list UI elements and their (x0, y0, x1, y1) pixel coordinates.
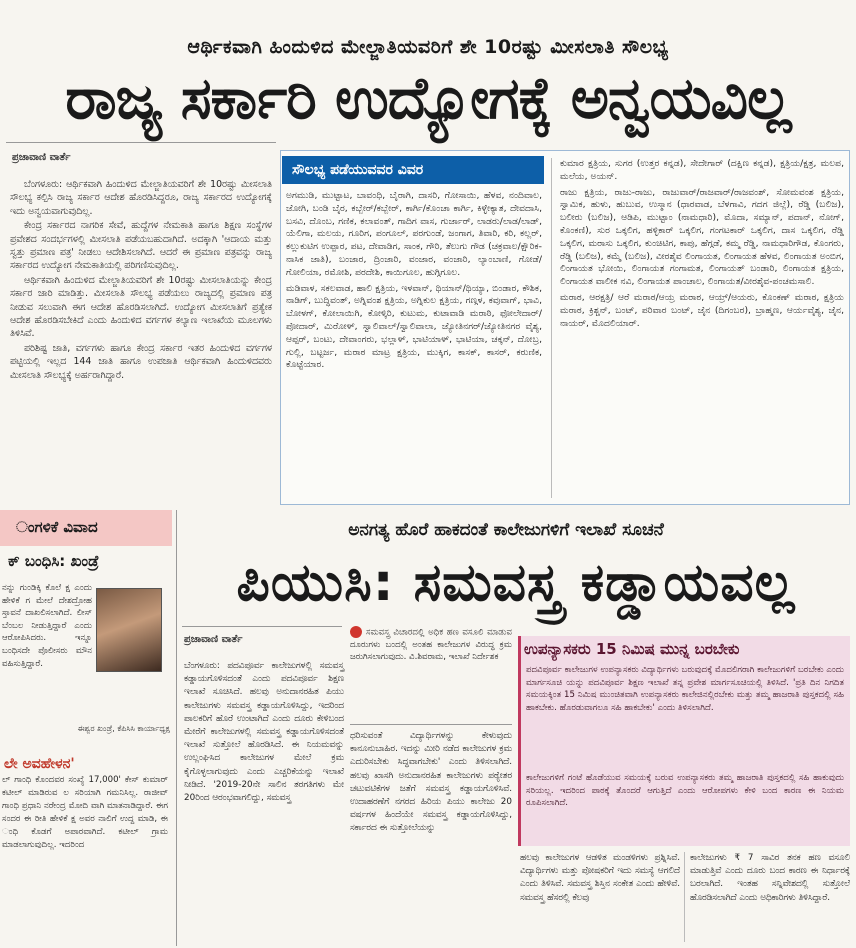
beneficiaries-col1 (286, 190, 542, 375)
note-text: ಸಮವಸ್ತ್ರ ವಿಚಾರದಲ್ಲಿ ಅಧಿಕ ಹಣ ವಸೂಲಿ ಮಾಡುವ ದೂರುಗಳು ಬಂದಲ್ಲಿ ಅಂತಹ ಕಾಲೇಜುಗಳ ವಿರುದ್ಧ ಕ್ರಮ ಜರುಗಿಸಲಾಗುವುದು. ವಿ.ಶಿವರಾಮ, ಇಲಾಖೆ ನಿರ್ದೇಶಕ (350, 627, 512, 663)
article2-col1: ಬೆಂಗಳೂರು: ಪದವಿಪೂರ್ವ ಕಾಲೇಜುಗಳಲ್ಲಿ ಸಮವಸ್ತ್ರ ಕಡ್ಡಾಯಗೊಳಿಸದಂತೆ ಎಂದು ಪದವಿಪೂರ್ವ ಶಿಕ್ಷಣ ಇಲಾಖೆ ಸೂಚಿಸಿದೆ. ಹಲವು ಅನುದಾನರಹಿತ ಪಿಯು ಕಾಲೇಜುಗಳು ಸಮವಸ್ತ್ರ ಕಡ್ಡಾಯಗೊಳಿಸಿದ್ದು, ಇದರಿಂದ ಪಾಲಕರಿಗೆ ಹೊರೆ ಉಂಟಾಗಿದೆ ಎಂದು ದೂರು ಕೇಳಿಬಂದ ಮೇರೆಗೆ ಕಾಲೇಜುಗಳಲ್ಲಿ ಸಮವಸ್ತ್ರ ಕಡ್ಡಾಯಗೊಳಿಸದಂತೆ ಇಲಾಖೆ ಸುತ್ತೋಲೆ ಹೊರಡಿಸಿದೆ. ಈ ನಿಯಮವನ್ನು ಉಲ್ಲಂಘಿಸಿದ ಕಾಲೇಜುಗಳ ಮೇಲೆ ಕ್ರಮ ಕೈಗೊಳ್ಳಲಾಗುವುದು ಎಂದು ಎಚ್ಚರಿಕೆಯನ್ನು ಇಲಾಖೆ ನೀಡಿದೆ. '2019-20ನೇ ಸಾಲಿನ ತರಗತಿಗಳು ಮೇ 20ರಿಂದ ಆರಂಭವಾಗಲಿದ್ದು, ಸಮವಸ್ತ್ರ (184, 661, 344, 804)
sidebar-title2: ಲೇ ಅವಹೇಳನ' (4, 756, 75, 772)
beneficiaries-list: ಮಡಿವಾಳ, ಸಕಲವಾಡ, ಹಾಲಿ ಕ್ಷತ್ರಿಯ, ಇಳವಾನ್, ಥಿಯಾನ್/ಥಿಯ್ಯಾ, ಬಿಂಡಾರ, ಕೌಶಿಕ, ನಾಡಿಗ್, ಬುದ್ಧಿವಂತ್, ಅಗ್ನಿವಂಶ ಕ್ಷತ್ರಿಯ, ಅಗ್ನಿಕುಲ ಕ್ಷತ್ರಿಯ, ಗಣ್ಗಳ, ಕವುವಾಗ್, ಭಾವಿ, ಬೋಳಗ್, ಕೋಲಾಯಿಗಿ, ಕೋಳ್ಕಿರಿ, ಕುಟುಮ, ಕುಟಾವಾಡಿ ಮರಾಠಿ, ಫೋಲೇದಾರ್/ಪೋದಾರ್, ಮಿರೋಳ್, ಸ್ವಾಲಿವಾಲ್/ಸ್ವಾಲಿವಾಲಾ, ಜ್ಯೋತಿನಗರ್/ಜ್ಯೋತಿನಗರ ವೈಶ್ಯ, ಆಪ್ಪರ್, ಬಂಟು, ದೇವಾಂಗರು, ಭಲ್ಲಾಳ್, ಭಾಟಿಯಾಳ್, ಭಾಟಿಯಾ, ಚಕ್ಕನ್, ದೋಬ್ರ, ಗುಲ್ಲಿ, ಬಟ್ಟರ್ಜ, ಮರಾಠ ಮಾಟ್ರ ಕ್ಷತ್ರಿಯ, ಮುಕ್ಕಿಗ, ಕಾಸಕ್, ಕಾಸರ್, ಕರುಣಿಕ, ಕೊಟ್ಟೆಯಾರ. (286, 282, 542, 371)
article1-paragraph: ಬೆಂಗಳೂರು: ಆರ್ಥಿಕವಾಗಿ ಹಿಂದುಳಿದ ಮೇಲ್ಜಾತಿಯವರಿಗೆ ಶೇ 10ರಷ್ಟು ಮೀಸಲಾತಿ ಸೌಲಭ್ಯ ಕಲ್ಪಿಸಿ ರಾಜ್ಯ ಸರ್ಕಾರ ಆದೇಶ ಹೊರಡಿಸಿದ್ದರೂ, ರಾಜ್ಯ ಸರ್ಕಾರದ ಉದ್ಯೋಗಕ್ಕೆ ಇದು ಅನ್ವಯವಾಗುವುದಿಲ್ಲ. (10, 179, 272, 217)
beneficiaries-col2 (560, 158, 844, 333)
article2-byline: ಪ್ರಜಾವಾಣಿ ವಾರ್ತೆ (184, 634, 243, 645)
article1-paragraph: ಕೇಂದ್ರ ಸರ್ಕಾರದ ನಾಗರಿಕ ಸೇವೆ, ಹುದ್ದೆಗಳ ನೇಮಕಾತಿ ಹಾಗೂ ಶಿಕ್ಷಣ ಸಂಸ್ಥೆಗಳ ಪ್ರವೇಶದ ಸಂದರ್ಭಗಳಲ್ಲಿ ಮೀಸಲಾತಿ ಪಡೆಯಬಹುದಾಗಿದೆ. ಅದಕ್ಕಾಗಿ 'ಆದಾಯ ಮತ್ತು ಸ್ವತ್ತು ಪ್ರಮಾಣ ಪತ್ರ' ನೀಡಲು ಆದೇಶಿಸಲಾಗಿದೆ. ಆದರೆ ಈ ಪ್ರಮಾಣ ಪತ್ರವನ್ನು ರಾಜ್ಯ ಸರ್ಕಾರದ ಉದ್ಯೋಗ ನೇಮಕಾತಿಯಲ್ಲಿ ಪರಿಗಣಿಸುವುದಿಲ್ಲ. (10, 220, 272, 272)
bullet-icon (350, 626, 362, 638)
sidebar-section-head: ಂಗಳಿಕೆ ವಿವಾದ (0, 510, 172, 546)
article1-paragraph: ಪರಿಶಿಷ್ಟ ಜಾತಿ, ವರ್ಗಗಳು ಹಾಗೂ ಕೇಂದ್ರ ಸರ್ಕಾರ ಇತರ ಹಿಂದುಳಿದ ವರ್ಗಗಳ ಪಟ್ಟಿಯಲ್ಲಿ ಇಲ್ಲದ 144 ಜಾತಿ ಹಾಗೂ ಉಪಜಾತಿ ಆರ್ಥಿಕವಾಗಿ ಹಿಂದುಳಿದವರು ಮೀಸಲಾತಿ ಸೌಲಭ್ಯಕ್ಕೆ ಅರ್ಹರಾಗಿದ್ದಾರೆ. (10, 342, 272, 381)
beneficiaries-list: ರಾಜು ಕ್ಷತ್ರಿಯ, ರಾಜು-ರಾಜು, ರಾಜುವಾರ್/ರಾಜವಾರ್/ರಾಜವಂಶ್, ಸೋಮವಂಶ ಕ್ಷತ್ರಿಯ, ಸ್ವಾಮಿಕ, ಹುಳು, ಹುಬುವ, ಉಸ್ಮಾನ (ಧಾರವಾಡ, ಬೆಳಗಾವಿ, ಗದಗ ಜಿಲ್ಲೆ), ರೆಡ್ಡಿ (ಬಲಿಜ), ಬಲೀರು (ಬಲಿಜ), ಆಡಿಪಿ, ಮುಟ್ಟಾಂ (ನಾಮಧಾರಿ), ಮೊದಾ, ಸಮ್ಯಾನ್, ಪದಾನ್, ನೋಗ್, ಕೊಂಕಣಿ), ಸುರ ಒಕ್ಕಲಿಗ, ಹಳ್ಳಿಕಾರ್ ಒಕ್ಕಲಿಗ, ಗಂಗಟಕಾರ್ ಒಕ್ಕಲಿಗ, ದಾಸ ಒಕ್ಕಲಿಗ, ರೆಡ್ಡಿ ಒಕ್ಕಲಿಗ, ಮರಾಸು ಒಕ್ಕಲಿಗ, ಕುಂಚಿಟಿಗ, ಕಾಪು, ಹೆಗ್ಗಡೆ, ಕಮ್ಮ ರೆಡ್ಡಿ, ನಾಮಧಾರಿಗೌಡ, ಕೊಂಗರು, ರೆಡ್ಡಿ (ಬಲಿಜ), ಕಮ್ಮೆ (ಬಲಿಜ), ವೀರಶೈವ ಲಿಂಗಾಯತ, ಲಿಂಗಾಯತ ಹೆಳವ, ಲಿಂಗಾಯತ ಅಂಬಿಗ, ಲಿಂಗಾಯತ ಭೋಯಿ, ಲಿಂಗಾಯತ ಗಂಗಾಮತ, ಲಿಂಗಾಯತ್ ಬಂಡಾರಿ, ಲಿಂಗಾಯತ ಕ್ಷತ್ರಿಯ, ಲಿಂಗಾಯತ ವಾಲೀಕ ನವಿ, ಲಿಂಗಾಯತ ಪಾಂಚಾಲ, ಲಿಂಗಾಯತ/ವೀರಶೈವ-ಪಂಚಮಸಾಲಿ. (560, 186, 844, 288)
lecturers-text2: ಕಾಲೇಜುಗಳಿಗೆ ಗಂಟೆ ಹೊಡೆಯುವ ಸಮಯಕ್ಕೆ ಬರುವ ಉಪನ್ಯಾಸಕರು ತಮ್ಮ ಹಾಜರಾತಿ ಪುಸ್ತಕದಲ್ಲಿ ಸಹಿ ಹಾಕುವುದು ಸರಿಯಲ್ಲ. ಇದರಿಂದ ಪಾಠಕ್ಕೆ ತೊಂದರೆ ಆಗುತ್ತಿದೆ ಎಂದು ಆರೋಪಗಳು ಕೇಳಿ ಬಂದ ಕಾರಣ ಈ ನಿಯಮ ರೂಪಿಸಲಾಗಿದೆ. (526, 773, 844, 809)
article1-paragraph: ಆರ್ಥಿಕವಾಗಿ ಹಿಂದುಳಿದ ಮೇಲ್ಜಾತಿಯವರಿಗೆ ಶೇ 10ರಷ್ಟು ಮೀಸಲಾತಿಯನ್ನು ಕೇಂದ್ರ ಸರ್ಕಾರ ಜಾರಿ ಮಾಡಿತ್ತು. ಮೀಸಲಾತಿ ಸೌಲಭ್ಯ ಪಡೆಯಲು ರಾಜ್ಯದಲ್ಲಿ ಪ್ರಮಾಣ ಪತ್ರ ನೀಡುವ ಸಲುವಾಗಿ ಈಗ ಆದೇಶ ಹೊರಡಿಸಲಾಗಿದೆ. ಉದ್ಯೋಗ ಮೀಸಲಾತಿಗೆ ಪ್ರತ್ಯೇಕ ಆದೇಶ ಹೊರಡಿಸಬೇಕಿದೆ ಎಂದು ಹಿಂದುಳಿದ ವರ್ಗಗಳ ಕಲ್ಯಾಣ ಇಲಾಖೆಯ ಮೂಲಗಳು ತಿಳಿಸಿವೆ. (10, 274, 272, 340)
sidebar-text2: ಲ್ ಗಾಂಧಿ ಕೊಂದವರ ಸಂಖ್ಯೆ 17,000' ಕೇಸ್ ಕುಮಾರ್ ಕಟೀಲ್ ಮಾಡಿರುವ ಲ ಸರಿಯಾಗಿ ಗಮನಿಸಿಲ್ಲ. ರಾಜೀವ್ ಗಾಂಧಿ ಪ್ರಧಾನಿ ನರೇಂದ್ರ ಮೋದಿ ವಾಗಿ ಮಾತನಾಡಿದ್ದಾರೆ. ಈಗ ಸಂದರ ಈ ರೀತಿ ಹೇಳಿಕೆ ಕ್ಷ ಅವರ ನಾಲಿಗೆ ಉದ್ದ ಮಾಡಿ, ಈ ಂಧಿ ಕೊಡಗೆ ಅಪಾರವಾಗಿದೆ. ಕಟೀಲ್ ಗ್ರಾಮ ಮಾಡಲಾಗುವುದಿಲ್ಲ. ಇದರಿಂದ (2, 775, 168, 850)
photo-caption: ಈಶ್ವರ ಖಂಡ್ರೆ, ಕೆಪಿಸಿಸಿ ಕಾರ್ಯಾಧ್ಯಕ್ಷ (77, 724, 170, 733)
beneficiaries-list: ಅಗಮುಡಿ, ಮುಟ್ಟಾಟ, ಬಾವಂಧಿ, ಬೈರಾಗಿ, ದಾಸರಿ, ಗೋಸಾಯಿ, ಹೆಳವ, ನಂದಿವಾಲ, ಜೋಗಿ, ಬಂಡಿ ಬೈರ, ಕಬ್ಬೇರ್/ಕಬ್ಬೇರ್, ಕಾರ್ಗಿ/ಕೊಂಚಾ ಕಾರ್ಗಿ, ಕಿಳ್ಳೇಕ್ಯಾತ, ದೇವದಾಸಿ, ಬಸವಿ, ದೊಂಬ, ಗಣಿಕ, ಕಲಾವಂತ್, ಗಾದಿಗ ವಾಸ, ಗುರ್ಜಾರ್, ಲಾಡರು/ಲಾಡ/ಲಾಡ್, ಯೆಲಿಗಾ, ಮಲಯ, ಗೂರಿಗ, ಪಂಗೂಲ್, ಪರಗುಂಡೆ, ಜಂಗಾಗ, ತಿವಾರಿ, ಕರಿ, ಕಲ್ಲರ್, ಕಲ್ಲುಕುಟಿಗ ಉಪ್ಪಾರ, ಪಟ, ದೇವಾಡಿಗ, ಸಾಂಕ, ಗೌರಿ, ತೆಲುಗು ಗೌಡ (ಚಕ್ರವಾಲ/ಕ್ಷೌರಿಕ-ನಾಸಿಕ ಜಾತಿ), ಬಂಜಾರ, ದ್ರಿಂಜಾರಿ, ವಂಜಾರ, ವಂಜಾರಿ, ಲ್ಯಾಂಬಾಣಿ, ಗೋಡೆ/ಗೋಲಿಯಾ, ರಮೋಶಿ, ಪರದೇಶಿ, ಕಾಯಿಗೂಲ, ಹುಗ್ಗಿಗೂಲ. (286, 190, 542, 278)
divider (182, 626, 342, 627)
article1-kicker: ಆರ್ಥಿಕವಾಗಿ ಹಿಂದುಳಿದ ಮೇಲ್ಜಾತಿಯವರಿಗೆ ಶೇ 10ರಷ್ಟು ಮೀಸಲಾತಿ ಸೌಲಭ್ಯ (187, 36, 669, 58)
article1-body (10, 178, 272, 383)
sidebar-title: ಕ್ ಬಂಧಿಸಿ: ಖಂಡ್ರೆ (8, 552, 99, 570)
article2-col2: ಧರಿಸುವಂತೆ ವಿದ್ಯಾರ್ಥಿಗಳನ್ನು ಕೇಳುವುದು ಕಾನೂನುಬಾಹಿರ. ಇದನ್ನು ಮೀರಿ ನಡೆದ ಕಾಲೇಜುಗಳ ಕ್ರಮ ಎದುರಿಸಬೇಕು ಸಿದ್ಧವಾಗಬೇಕು' ಎಂದು ತಿಳಿಸಲಾಗಿದೆ. ಹಲವು ಖಾಸಗಿ ಅನುದಾನರಹಿತ ಕಾಲೇಜುಗಳು ಪಠ್ಯೇತರ ಚಟುವಟಿಕೆಗಳ ಜತೆಗೆ ಸಮವಸ್ತ್ರ ಕಡ್ಡಾಯಗೊಳಿಸಿವೆ. ಉದಾಹರಣೆಗೆ ನಗರದ ಹಿರಿಯ ಪಿಯು ಕಾಲೇಜು 20 ವರ್ಷಗಳ ಹಿಂದೆಯೇ ಸಮವಸ್ತ್ರ ಕಡ್ಡಾಯಗೊಳಿಸಿದ್ದು, ಸರ್ಕಾರದ ಈ ಸುತ್ತೋಲೆಯನ್ನು (350, 731, 512, 834)
column-divider (551, 158, 552, 498)
divider (6, 142, 276, 143)
column-divider (684, 852, 685, 942)
beneficiaries-box-header: ಸೌಲಭ್ಯ ಪಡೆಯುವವರ ವಿವರ (282, 156, 544, 184)
article2-note (350, 626, 512, 664)
article2-kicker: ಅನಗತ್ಯ ಹೊರೆ ಹಾಕದಂತೆ ಕಾಲೇಜುಗಳಿಗೆ ಇಲಾಖೆ ಸೂಚನೆ (348, 520, 664, 540)
person-photo (96, 588, 162, 672)
article2-col3: ಹಲವು ಕಾಲೇಜುಗಳ ಆಡಳಿತ ಮಂಡಳಿಗಳು ಪ್ರಶ್ನಿಸಿವೆ. ವಿದ್ಯಾರ್ಥಿಗಳು ಮತ್ತು ಪೋಷಕರಿಗೆ ಇದು ಸಮಸ್ಯೆ ಆಗಲಿದೆ ಎಂದು ತಿಳಿಸಿವೆ. ಸಮವಸ್ತ್ರ ಶಿಸ್ತಿನ ಸಂಕೇತ ಎಂದು ಹೇಳಿವೆ. ಸಮವಸ್ತ್ರ ಹೆಸರಲ್ಲಿ ಕೆಲವು (520, 853, 680, 903)
divider (350, 724, 512, 725)
article1-headline: ರಾಜ್ಯ ಸರ್ಕಾರಿ ಉದ್ಯೋಗಕ್ಕೆ ಅನ್ವಯವಿಲ್ಲ (65, 64, 791, 132)
article2-headline: ಪಿಯುಸಿ: ಸಮವಸ್ತ್ರ ಕಡ್ಡಾಯವಲ್ಲ (236, 553, 796, 613)
beneficiaries-list: ಮರಾಠ, ಆರಕ್ಷತ್ರಿ/ ಆರೆ ಮರಾಠ/ಆಯ್ರ ಮರಾಠ, ಆಯ್ರ್/ಆಯರು, ಕೊಂಕಣ್ ಮರಾಠ, ಕ್ಷತ್ರಿಯ ಮರಾಠ, ಕ್ರಿಶ್ಚನ್, ಬಂಟ್, ಪರಿವಾರ ಬಂಟ್, ಜೈನ (ದಿಗಂಬರ), ಬ್ರಾಹ್ಮಣ, ಆರ್ಯವೈಶ್ಯ, ಜೈನ, ನಾಯರ್, ಮೊದಲಿಯಾರ್. (560, 291, 844, 329)
beneficiaries-list: ಕುಮಾರ ಕ್ಷತ್ರಿಯ, ಸುಗರ (ಉತ್ತರ ಕನ್ನಡ), ಸೇದೇಗಾರ್ (ದಕ್ಷಿಣ ಕನ್ನಡ), ಕ್ಷತ್ರಿಯ/ಕ್ಷತ್ರ, ಮಲಪ, ಮಲೆಯ, ಅಯನ್. (560, 158, 844, 182)
article1-byline: ಪ್ರಜಾವಾಣಿ ವಾರ್ತೆ (12, 152, 71, 163)
lecturers-box-head: ಉಪನ್ಯಾಸಕರು 15 ನಿಮಿಷ ಮುನ್ನ ಬರಬೇಕು (524, 640, 740, 658)
sidebar-text: ನನ್ನು ಗುಂಡಿಕ್ಕಿ ಕೊಲೆ ಕ್ಷ ಎಂದು ಹೇಳಿಕೆ ಗ ಮೇಲೆ ದೇಶದ್ರೋಹ ಸ್ತಾವನೆ ದಾಖಲಿಸಲಾಗಿದೆ. ಲೀಸ್ ಬೆಂಬಲ ನೀಡುತ್ತಿದ್ದಾರೆ ಎಂದು ಆರೋಪಿಸಿದರು. ಇನ್ನೂ ಬಂಧಿಸದೇ ಪೊಲೀಸರು ಮೌನ ವಹಿಸುತ್ತಿದ್ದಾರೆ. (2, 583, 92, 669)
article2-col4: ಕಾಲೇಜುಗಳು ₹ 7 ಸಾವಿರ ತನಕ ಹಣ ವಸೂಲಿ ಮಾಡುತ್ತಿವೆ ಎಂದು ದೂರು ಬಂದ ಕಾರಣ ಈ ನಿರ್ಧಾರಕ್ಕೆ ಬರಲಾಗಿದೆ. ಇಂತಹ ಸನ್ನಿವೇಶದಲ್ಲಿ ಸುತ್ತೋಲೆ ಹೊರಡಿಸಲಾಗಿದೆ ಎಂದು ಅಧಿಕಾರಿಗಳು ತಿಳಿಸಿದ್ದಾರೆ. (690, 853, 850, 903)
lecturers-text1: ಪದವಿಪೂರ್ವ ಕಾಲೇಜುಗಳ ಉಪನ್ಯಾಸಕರು ವಿದ್ಯಾರ್ಥಿಗಳು ಬರುವುದಕ್ಕೆ ಮೊದಲಿಗರಾಗಿ ಕಾಲೇಜುಗಳಿಗೆ ಬರಬೇಕು ಎಂದು ಮಾರ್ಗಸೂಚಿ ಯನ್ನು ಪದವಿಪೂರ್ವ ಶಿಕ್ಷಣ ಇಲಾಖೆ ತನ್ನ ಪ್ರವೇಶ ಮಾರ್ಗಸೂಚಿಯಲ್ಲಿ ತಿಳಿಸಿದೆ. 'ಪ್ರತಿ ದಿನ ನಿಗದಿತ ಸಮಯಕ್ಕಿಂತ 15 ನಿಮಿಷ ಮುಂಚಿತವಾಗಿ ಉಪನ್ಯಾಸಕರು ಕಾಲೇಜಿನಲ್ಲಿರಬೇಕು ಮತ್ತು ತಮ್ಮ ಹಾಜರಾತಿ ಪುಸ್ತಕದಲ್ಲಿ ಸಹಿ ಹಾಕಬೇಕು. ಹೊರಡುವಾಗಲೂ ಸಹಿ ಹಾಕಬೇಕು' ಎಂದು ತಿಳಿಸಲಾಗಿದೆ. (526, 665, 844, 713)
